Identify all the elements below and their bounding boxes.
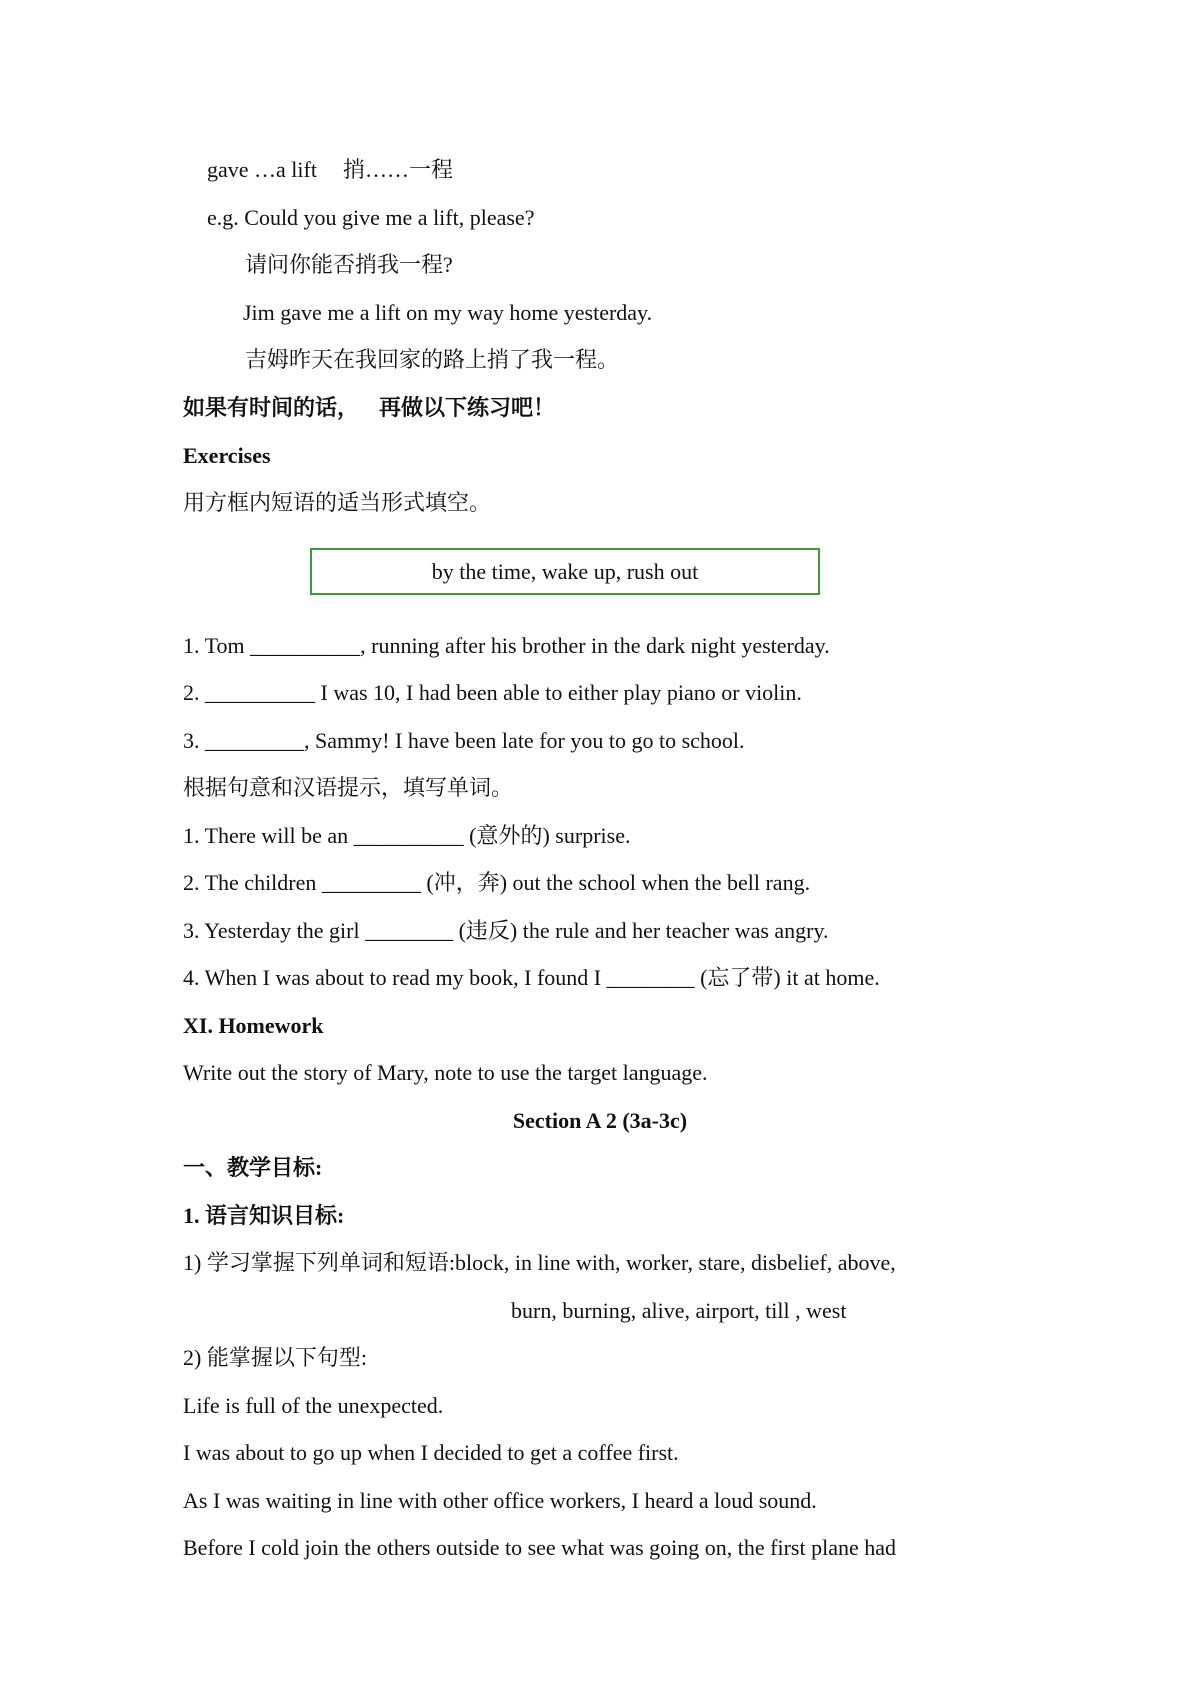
part2-item-2: 2. The children _________ (冲，奔) out the school when the bell rang.: [183, 870, 811, 895]
extra-note-part1: 如果有时间的话，: [183, 395, 360, 420]
word-box-text: by the time, wake up, rush out: [431, 558, 699, 584]
extra-note: [183, 393, 555, 423]
part2-item-1: 1. There will be an __________ (意外的) surprise.: [183, 823, 631, 848]
example-en-1: e.g. Could you give me a lift, please?: [207, 205, 535, 230]
part1-item-3: 3. _________, Sammy! I have been late for you to go to school.: [183, 728, 745, 753]
sentence-3: As I was waiting in line with other office workers, I heard a loud sound.: [183, 1488, 817, 1513]
part1-item-1: 1. Tom __________, running after his brother in the dark night yesterday.: [183, 633, 830, 658]
goal-item-1-label: 1) 学习掌握下列单词和短语:: [183, 1250, 455, 1275]
example-zh-2: 吉姆昨天在我回家的路上捎了我一程。: [245, 347, 620, 372]
sentence-2: I was about to go up when I decided to get a coffee first.: [183, 1440, 679, 1465]
goal-item-1-words: block, in line with, worker, stare, disbelief, above,: [454, 1250, 896, 1275]
homework-heading: XI. Homework: [183, 1013, 324, 1038]
part2-item-4: 4. When I was about to read my book, I found I ________ (忘了带) it at home.: [183, 965, 880, 990]
example-en-2: Jim gave me a lift on my way home yesterday.: [243, 300, 653, 325]
part2-item-3: 3. Yesterday the girl ________ (违反) the rule and her teacher was angry.: [183, 918, 829, 943]
word-box: [310, 548, 820, 595]
goals-heading: 一、教学目标:: [183, 1155, 323, 1180]
goal-item-1-words-cont: burn, burning, alive, airport, till , west: [511, 1298, 847, 1323]
language-goal-heading: 1. 语言知识目标:: [183, 1203, 345, 1228]
example-zh-1: 请问你能否捎我一程?: [245, 252, 453, 277]
section-title: Section A 2 (3a-3c): [512, 1108, 688, 1133]
vocab-line: [207, 155, 453, 185]
homework-text: Write out the story of Mary, note to use the target language.: [183, 1060, 708, 1085]
goal-item-1: [183, 1248, 896, 1278]
part1-item-2: 2. __________ I was 10, I had been able to either play piano or violin.: [183, 680, 802, 705]
vocab-meaning: 捎……一程: [342, 157, 453, 182]
extra-note-part2: 再做以下练习吧！: [379, 395, 556, 420]
sentence-4: Before I cold join the others outside to see what was going on, the first plane had: [183, 1535, 896, 1560]
exercises-heading: Exercises: [183, 443, 271, 468]
sentence-1: Life is full of the unexpected.: [183, 1393, 444, 1418]
part2-instruction: 根据句意和汉语提示，填写单词。: [183, 775, 514, 800]
part1-instruction: 用方框内短语的适当形式填空。: [183, 490, 492, 515]
vocab-phrase: gave …a lift: [207, 157, 317, 182]
goal-item-2-label: 2) 能掌握以下句型:: [183, 1345, 367, 1370]
